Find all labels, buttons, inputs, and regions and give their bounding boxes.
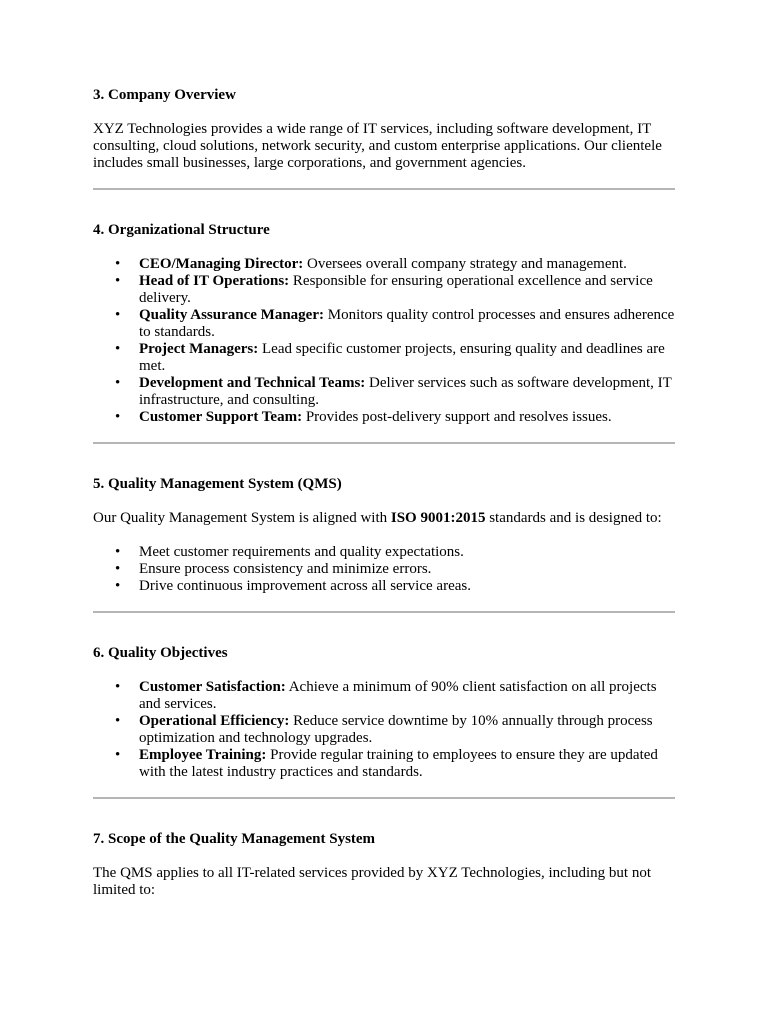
item-label: Head of IT Operations:: [139, 273, 290, 289]
qms-intro-after: standards and is designed to:: [485, 510, 662, 526]
list-item: • Meet customer requirements and quality expectations.: [139, 544, 676, 561]
document-page: [93, 87, 676, 916]
qms-standard: ISO 9001:2015: [390, 510, 486, 526]
item-text: Responsible for ensuring operational excellence and service delivery.: [139, 273, 653, 306]
item-label: Project Managers:: [139, 341, 259, 357]
list-item: [139, 273, 676, 307]
item-text: Lead specific customer projects, ensuring quality and deadlines are met.: [139, 341, 665, 374]
section-heading-objectives: 6. Quality Objectives: [93, 645, 228, 661]
qms-intro-paragraph: [93, 510, 676, 527]
section-divider: [93, 611, 675, 613]
list-item: • Ensure process consistency and minimize errors.: [139, 561, 676, 578]
list-item: [139, 747, 676, 781]
section-divider: [93, 442, 675, 444]
item-text: Oversees overall company strategy and management.: [303, 256, 627, 272]
org-structure-list: [93, 256, 676, 426]
item-text: Reduce service downtime by 10% annually through process optimization and technology upgrades.: [139, 713, 653, 746]
list-item: [139, 713, 676, 747]
scope-paragraph: The QMS applies to all IT-related services provided by XYZ Technologies, including but not limited to:: [93, 865, 652, 898]
item-label: Operational Efficiency:: [139, 713, 290, 729]
list-item: [139, 375, 676, 409]
item-text: Deliver services such as software development, IT infrastructure, and consulting.: [139, 375, 672, 408]
section-heading-scope: 7. Scope of the Quality Management System: [93, 831, 376, 847]
item-label: CEO/Managing Director:: [139, 256, 304, 272]
item-text: Monitors quality control processes and ensures adherence to standards.: [139, 307, 675, 340]
list-item: [139, 307, 676, 341]
item-label: Employee Training:: [139, 747, 267, 763]
item-label: Customer Satisfaction:: [139, 679, 286, 695]
qms-intro-before: Our Quality Management System is aligned with: [93, 510, 391, 526]
list-item: [139, 679, 676, 713]
list-item: • Drive continuous improvement across all service areas.: [139, 578, 676, 595]
item-text: Provides post-delivery support and resolves issues.: [302, 409, 612, 425]
item-text: Provide regular training to employees to ensure they are updated with the latest industry practices and standards.: [139, 747, 658, 780]
item-label: Quality Assurance Manager:: [139, 307, 324, 323]
objectives-list: [93, 679, 676, 781]
section-divider: [93, 188, 675, 190]
list-item: [139, 409, 676, 426]
list-item: [139, 256, 676, 273]
section-heading-company-overview: 3. Company Overview: [93, 87, 236, 103]
qms-goals-list: [93, 544, 676, 595]
section-heading-qms: 5. Quality Management System (QMS): [93, 476, 342, 492]
item-label: Customer Support Team:: [139, 409, 303, 425]
company-overview-paragraph: XYZ Technologies provides a wide range of IT services, including software development, IT consulting, cloud solutions, network security, and custom enterprise applications. Our clientele includes small businesses, large corporations, and government agencies.: [93, 121, 662, 171]
section-heading-org-structure: 4. Organizational Structure: [93, 222, 270, 238]
item-text: Achieve a minimum of 90% client satisfaction on all projects and services.: [139, 679, 657, 712]
item-label: Development and Technical Teams:: [139, 375, 366, 391]
list-item: [139, 341, 676, 375]
section-divider: [93, 797, 675, 799]
